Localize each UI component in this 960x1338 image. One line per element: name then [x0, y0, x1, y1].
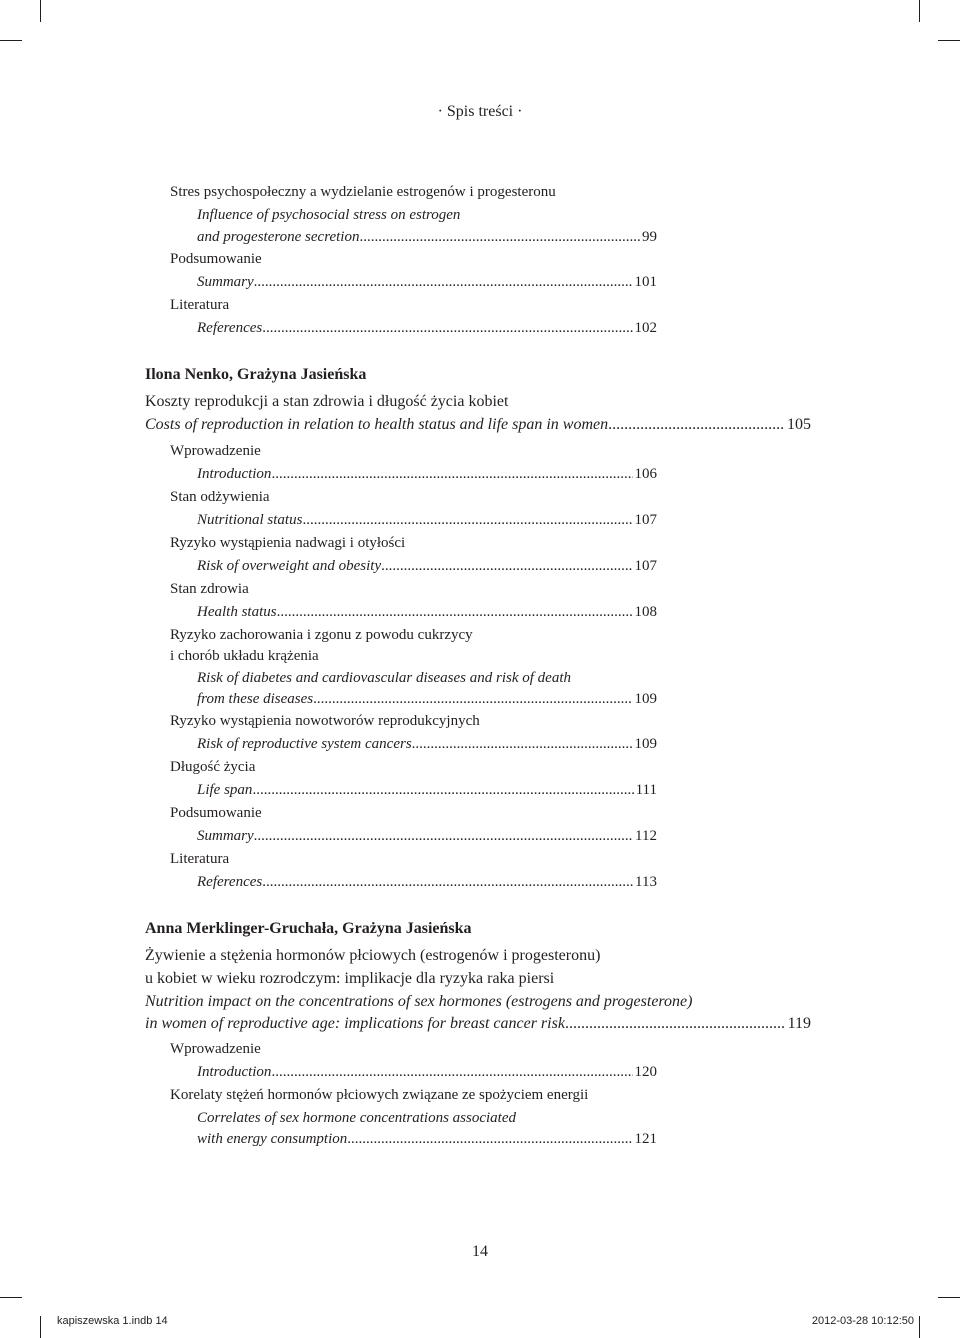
- crop-mark-bottom-right-h: [938, 1297, 960, 1298]
- toc-heading: Wprowadzenie: [170, 1041, 261, 1057]
- chapter-title-en: Nutrition impact on the concentrations of sex hormones (estrogens and progesterone): [145, 993, 693, 1010]
- leader-dots: [347, 1129, 632, 1150]
- toc-heading: Długość życia: [170, 759, 256, 775]
- leader-dots: [313, 689, 632, 710]
- toc-entry: [197, 602, 657, 623]
- toc-entry: [197, 1062, 657, 1083]
- toc-entry-title: References: [197, 874, 263, 890]
- toc-page: 109: [634, 736, 657, 752]
- toc-subheading-en: Risk of diabetes and cardiovascular diseases and risk of death: [197, 670, 571, 686]
- toc-entry: [197, 872, 657, 893]
- toc-heading: Podsumowanie: [170, 251, 262, 267]
- crop-mark-top-right: [919, 0, 920, 22]
- toc-page: 107: [634, 512, 657, 528]
- leader-dots: [252, 780, 633, 801]
- toc-entry-title: Health status: [197, 604, 277, 620]
- chapter-authors: Ilona Nenko, Grażyna Jasieńska: [145, 366, 367, 383]
- toc-entry: [197, 780, 657, 801]
- toc-entry: [197, 272, 657, 293]
- toc-entry-title: with energy consumption: [197, 1131, 348, 1147]
- toc-entry: [197, 1129, 657, 1150]
- toc-page: 99: [642, 229, 657, 245]
- print-slug-datetime: 2012-03-28 10:12:50: [811, 1315, 914, 1327]
- toc-heading: i chorób układu krążenia: [170, 648, 319, 664]
- toc-page: 119: [787, 1015, 811, 1032]
- leader-dots: [254, 272, 633, 293]
- toc-entry: [197, 464, 657, 485]
- toc-heading: Literatura: [170, 851, 230, 867]
- toc-entry-title: Summary: [197, 274, 254, 290]
- toc-entry-title: Risk of reproductive system cancers: [197, 736, 412, 752]
- page-number: 14: [472, 1243, 488, 1260]
- toc-entry: [197, 556, 657, 577]
- crop-mark-top-right-h: [938, 40, 960, 41]
- leader-dots: [302, 510, 632, 531]
- chapter-title-en: [145, 414, 811, 435]
- toc-page: 113: [635, 874, 657, 890]
- toc-page: 120: [634, 1064, 657, 1080]
- toc-page: 101: [634, 274, 657, 290]
- toc-entry: [197, 734, 657, 755]
- toc-entry-title: Introduction: [197, 466, 272, 482]
- toc-page: 111: [635, 782, 657, 798]
- toc-heading: Ryzyko wystąpienia nadwagi i otyłości: [170, 535, 406, 551]
- toc-page: 107: [634, 558, 657, 574]
- toc-heading: Stan odżywienia: [170, 489, 270, 505]
- toc-heading: Stres psychospołeczny a wydzielanie estrogenów i progesteronu: [170, 184, 556, 200]
- leader-dots: [608, 414, 785, 435]
- leader-dots: [412, 734, 633, 755]
- crop-mark-top-left: [40, 0, 41, 22]
- toc-entry-title: Introduction: [197, 1064, 272, 1080]
- leader-dots: [271, 1062, 632, 1083]
- leader-dots: [565, 1013, 786, 1034]
- toc-entry: [197, 826, 657, 847]
- toc-heading: Korelaty stężeń hormonów płciowych związane ze spożyciem energii: [170, 1087, 589, 1103]
- leader-dots: [271, 464, 632, 485]
- toc-entry: [197, 227, 657, 248]
- toc-entry-title: Summary: [197, 828, 254, 844]
- toc-page: 105: [787, 416, 811, 433]
- toc-page: 102: [634, 320, 657, 336]
- toc-subheading-en: Correlates of sex hormone concentrations associated: [197, 1110, 516, 1126]
- chapter-title-en: [145, 1013, 811, 1034]
- toc-heading: Podsumowanie: [170, 805, 262, 821]
- leader-dots: [254, 826, 633, 847]
- toc-heading: Ryzyko wystąpienia nowotworów reprodukcyjnych: [170, 713, 480, 729]
- toc-page: 121: [634, 1131, 657, 1147]
- print-slug-file: kapiszewska 1.indb 14: [57, 1315, 168, 1327]
- toc-heading: Literatura: [170, 297, 230, 313]
- crop-mark-bottom-left: [40, 1316, 41, 1338]
- toc-entry-title: Risk of overweight and obesity: [197, 558, 382, 574]
- chapter-title-pl: Żywienie a stężenia hormonów płciowych (estrogenów i progesteronu): [145, 947, 601, 964]
- leader-dots: [262, 318, 632, 339]
- toc-entry: [197, 510, 657, 531]
- toc-page: 108: [634, 604, 657, 620]
- toc-entry-title: from these diseases: [197, 691, 314, 707]
- crop-mark-bottom-right: [919, 1316, 920, 1338]
- toc-heading: Stan zdrowia: [170, 581, 249, 597]
- toc-page: 112: [635, 828, 657, 844]
- toc-heading: Wprowadzenie: [170, 443, 261, 459]
- toc-heading: Ryzyko zachorowania i zgonu z powodu cukrzycy: [170, 627, 473, 643]
- toc-entry-title: and progesterone secretion: [197, 229, 360, 245]
- toc-subheading-en: Influence of psychosocial stress on estrogen: [197, 207, 461, 223]
- toc-entry-title: Life span: [197, 782, 253, 798]
- running-header: · Spis treści ·: [437, 103, 523, 120]
- leader-dots: [262, 872, 633, 893]
- toc-page: 106: [634, 466, 657, 482]
- chapter-title-pl: u kobiet w wieku rozrodczym: implikacje dla ryzyka raka piersi: [145, 970, 555, 987]
- toc-page: 109: [634, 691, 657, 707]
- toc-entry: [197, 318, 657, 339]
- leader-dots: [381, 556, 632, 577]
- toc-entry-title: Costs of reproduction in relation to health status and life span in women: [145, 416, 609, 433]
- toc-entry-title: Nutritional status: [197, 512, 303, 528]
- leader-dots: [277, 602, 633, 623]
- toc-entry-title: in women of reproductive age: implications for breast cancer risk: [145, 1015, 565, 1032]
- chapter-title-pl: Koszty reprodukcji a stan zdrowia i długość życia kobiet: [145, 393, 509, 410]
- crop-mark-bottom-left-h: [0, 1297, 22, 1298]
- crop-mark-top-left-h: [0, 40, 22, 41]
- toc-entry-title: References: [197, 320, 263, 336]
- toc-entry: [197, 689, 657, 710]
- chapter-authors: Anna Merklinger-Gruchała, Grażyna Jasieńska: [145, 920, 472, 937]
- leader-dots: [359, 227, 640, 248]
